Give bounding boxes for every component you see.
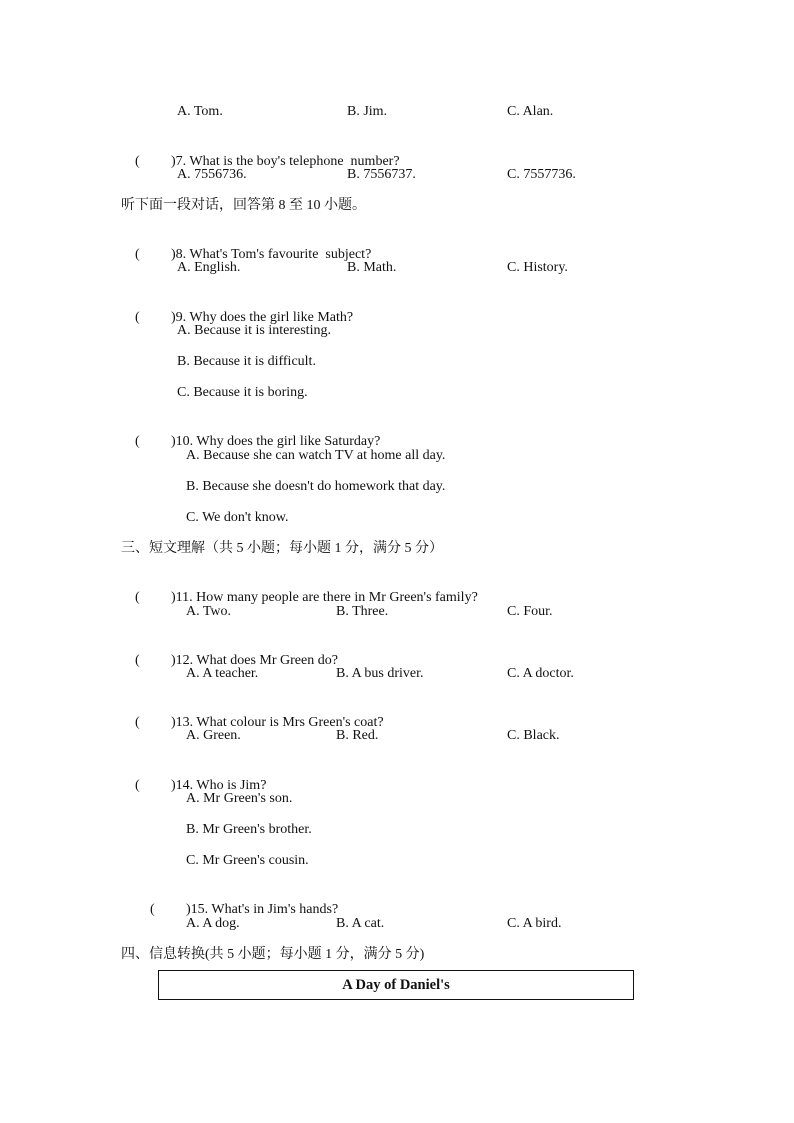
answer-paren: ( (135, 715, 140, 730)
question-text: )11. How many people are there in Mr Green's family? (171, 590, 478, 605)
question-8 (121, 228, 371, 282)
q10-option-a: A. Because she can watch TV at home all day. (186, 448, 446, 463)
q10-option-c: C. We don't know. (186, 510, 289, 525)
section-instruction-8-10: 听下面一段对话，回答第 8 至 10 小题。 (121, 198, 366, 213)
question-text: )14. Who is Jim? (171, 778, 267, 793)
question-text: )8. What's Tom's favourite subject? (171, 247, 372, 262)
q15-option-b: B. A cat. (336, 916, 385, 931)
q12-option-a: A. A teacher. (186, 666, 259, 681)
q8-option-b: B. Math. (347, 260, 397, 275)
q7-option-b: B. 7556737. (347, 167, 416, 182)
q11-option-b: B. Three. (336, 604, 389, 619)
q13-option-b: B. Red. (336, 728, 379, 743)
q11-option-c: C. Four. (507, 604, 553, 619)
question-text: )10. Why does the girl like Saturday? (171, 434, 381, 449)
answer-paren: ( (135, 434, 140, 449)
q12-option-b: B. A bus driver. (336, 666, 424, 681)
question-text: )9. Why does the girl like Math? (171, 310, 354, 325)
answer-paren: ( (135, 154, 140, 169)
q9-option-b: B. Because it is difficult. (177, 354, 316, 369)
answer-paren: ( (135, 590, 140, 605)
q8-option-a: A. English. (177, 260, 241, 275)
q7-option-a: A. 7556736. (177, 167, 247, 182)
q13-option-a: A. Green. (186, 728, 241, 743)
q13-option-c: C. Black. (507, 728, 560, 743)
q14-option-b: B. Mr Green's brother. (186, 822, 312, 837)
q6-option-a: A. Tom. (177, 104, 223, 119)
section-3-heading: 三、短文理解（共 5 小题；每小题 1 分，满分 5 分） (121, 541, 443, 556)
question-text: )7. What is the boy's telephone number? (171, 154, 400, 169)
question-text: )15. What's in Jim's hands? (186, 902, 339, 917)
table-header-box (158, 970, 634, 1000)
q9-option-c: C. Because it is boring. (177, 385, 308, 400)
q6-option-c: C. Alan. (507, 104, 554, 119)
q7-option-c: C. 7557736. (507, 167, 576, 182)
answer-paren: ( (135, 310, 140, 325)
table-title: A Day of Daniel's (342, 976, 450, 993)
q9-option-a: A. Because it is interesting. (177, 323, 331, 338)
answer-paren: ( (150, 902, 155, 917)
q14-option-c: C. Mr Green's cousin. (186, 853, 309, 868)
answer-paren: ( (135, 778, 140, 793)
q8-option-c: C. History. (507, 260, 568, 275)
answer-paren: ( (135, 247, 140, 262)
question-11 (121, 571, 478, 625)
question-text: )12. What does Mr Green do? (171, 653, 338, 668)
q6-option-b: B. Jim. (347, 104, 388, 119)
q10-option-b: B. Because she doesn't do homework that day. (186, 479, 446, 494)
q11-option-a: A. Two. (186, 604, 232, 619)
question-text: )13. What colour is Mrs Green's coat? (171, 715, 384, 730)
section-4-heading: 四、信息转换(共 5 小题；每小题 1 分，满分 5 分) (121, 947, 425, 962)
q15-option-c: C. A bird. (507, 916, 562, 931)
q12-option-c: C. A doctor. (507, 666, 574, 681)
q14-option-a: A. Mr Green's son. (186, 791, 293, 806)
answer-paren: ( (135, 653, 140, 668)
q15-option-a: A. A dog. (186, 916, 240, 931)
